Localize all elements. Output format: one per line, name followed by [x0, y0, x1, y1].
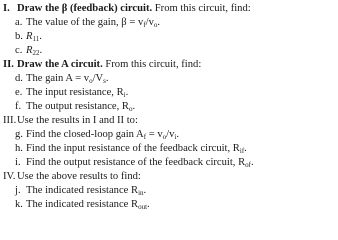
item-e: e. The input resistance, $R_i$. — [15, 87, 129, 99]
section-numeral: III. — [3, 115, 17, 126]
section-numeral: IV. — [3, 171, 16, 182]
item-letter: g. — [15, 129, 23, 140]
item-letter: a. — [15, 17, 23, 28]
item-i: i. Find the output resistance of the feedback circuit, $R_{of}$. — [15, 157, 254, 169]
item-letter: i. — [15, 157, 21, 168]
item-letter: e. — [15, 87, 23, 98]
item-letter: b. — [15, 31, 23, 42]
item-a: a. The value of the gain, $\beta = v_f/v_o$. — [15, 17, 161, 29]
item-c: c. $R_{22}$. — [15, 45, 43, 57]
section-title: Draw the β (feedback) circuit. — [17, 3, 153, 14]
section-4-heading — [3, 170, 141, 183]
section-instruction: From this circuit, find: — [102, 59, 202, 70]
item-d: d. The gain $A = v_o/V_s$. — [15, 73, 109, 85]
item-g: g. Find the closed-loop gain $A_f = v_o/v_i$. — [15, 129, 179, 141]
item-letter: c. — [15, 45, 23, 56]
section-title: Draw the A circuit. — [17, 59, 103, 70]
section-numeral: I. — [3, 3, 10, 14]
item-h: h. Find the input resistance of the feedback circuit, $R_{if}$. — [15, 143, 247, 155]
section-instruction: Use the above results to find: — [17, 171, 141, 182]
section-instruction: Use the results in I and II to: — [17, 115, 138, 126]
item-letter: j. — [15, 185, 21, 196]
item-letter: k. — [15, 199, 23, 210]
item-letter: d. — [15, 73, 23, 84]
section-2-heading — [3, 58, 201, 71]
section-3-heading — [3, 114, 138, 127]
section-1-heading — [3, 2, 251, 15]
section-instruction: From this circuit, find: — [152, 3, 251, 14]
section-numeral: II. — [3, 59, 14, 70]
item-f: f. The output resistance, $R_o$. — [15, 101, 136, 113]
item-j: j. The indicated resistance $R_{in}$. — [15, 185, 147, 197]
item-k: k. The indicated resistance $R_{out}$. — [15, 199, 150, 211]
item-letter: f. — [15, 101, 22, 112]
item-b: b. $R_{11}$. — [15, 31, 42, 43]
item-letter: h. — [15, 143, 23, 154]
